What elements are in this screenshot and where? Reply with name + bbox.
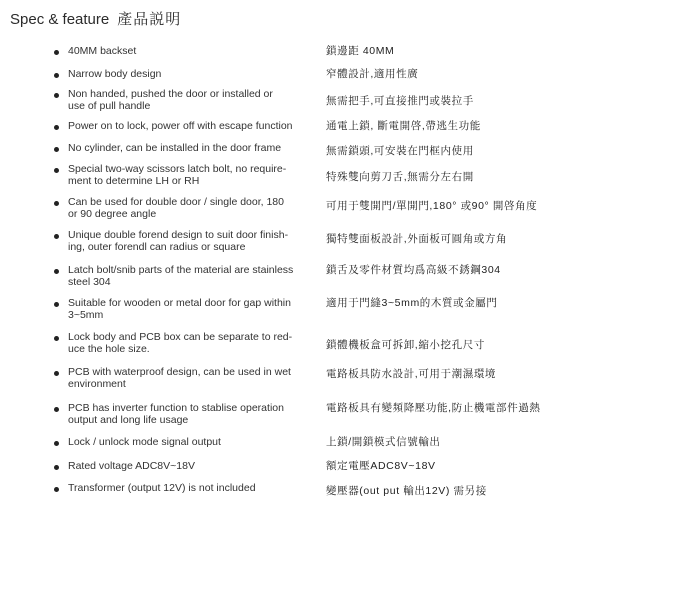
bullet-icon [54,465,59,470]
feature-chinese: 無需把手,可直接推門或裝拉手 [326,95,474,107]
feature-chinese: 特殊雙向剪刀舌,無需分左右開 [326,171,474,183]
feature-english: Transformer (output 12V) is not included [68,482,256,494]
feature-english: PCB with waterproof design, can be used in wet environment [68,366,291,390]
feature-english: Lock / unlock mode signal output [68,436,221,448]
feature-chinese: 鎖體機板盒可拆卸,縮小挖孔尺寸 [326,339,485,351]
feature-chinese: 適用于門縫3~5mm的木質或金屬門 [326,297,498,309]
bullet-icon [54,487,59,492]
feature-english: Non handed, pushed the door or installed or use of pull handle [68,88,273,112]
feature-chinese: 窄體設計,適用性廣 [326,68,419,80]
feature-chinese: 獨特雙面板設計,外面板可圓角或方角 [326,233,508,245]
feature-chinese: 可用于雙開門/單開門,180° 或90° 開啓角度 [326,200,538,212]
bullet-icon [54,168,59,173]
feature-chinese: 變壓器(out put 輸出12V) 需另接 [326,485,487,497]
feature-english: No cylinder, can be installed in the door frame [68,142,282,154]
bullet-icon [54,269,59,274]
feature-english: Suitable for wooden or metal door for gap within 3~5mm [68,297,291,321]
feature-chinese: 電路板具有變頻降壓功能,防止機電部件過熱 [326,402,541,414]
feature-english: Power on to lock, power off with escape function [68,120,293,132]
feature-english: Latch bolt/snib parts of the material are stainless steel 304 [68,264,294,288]
bullet-icon [54,234,59,239]
feature-english: 40MM backset [68,45,137,57]
feature-chinese: 通電上鎖, 斷電開啓,帶逃生功能 [326,120,481,132]
feature-english: Rated voltage ADC8V~18V [68,460,195,472]
feature-english: Special two-way scissors latch bolt, no require- ment to determine LH or RH [68,163,287,187]
feature-english: Lock body and PCB box can be separate to red- uce the hole size. [68,331,293,355]
feature-chinese: 電路板具防水設計,可用于潮濕環境 [326,368,497,380]
bullet-icon [54,407,59,412]
feature-chinese: 無需鎖頭,可安裝在門框内使用 [326,145,474,157]
feature-chinese: 上鎖/開鎖模式信號輸出 [326,436,441,448]
bullet-icon [54,371,59,376]
feature-english: Unique double forend design to suit door finish- ing, outer forendl can radius or square [68,229,289,253]
title-chinese: 產品説明 [117,11,182,28]
bullet-icon [54,147,59,152]
bullet-icon [54,50,59,55]
bullet-icon [54,201,59,206]
bullet-icon [54,93,59,98]
feature-chinese: 鎖舌及零件材質均爲高級不銹鋼304 [326,264,501,276]
feature-english: PCB has inverter function to stablise operation output and long life usage [68,402,284,426]
feature-chinese: 額定電壓ADC8V~18V [326,460,436,472]
title-english: Spec & feature [10,11,110,28]
bullet-icon [54,125,59,130]
bullet-icon [54,441,59,446]
bullet-icon [54,336,59,341]
bullet-icon [54,302,59,307]
feature-english: Narrow body design [68,68,162,80]
bullet-icon [54,73,59,78]
page-title [10,8,181,29]
feature-english: Can be used for double door / single door, 180 or 90 degree angle [68,196,284,220]
feature-chinese: 鎖邊距 40MM [326,45,395,57]
